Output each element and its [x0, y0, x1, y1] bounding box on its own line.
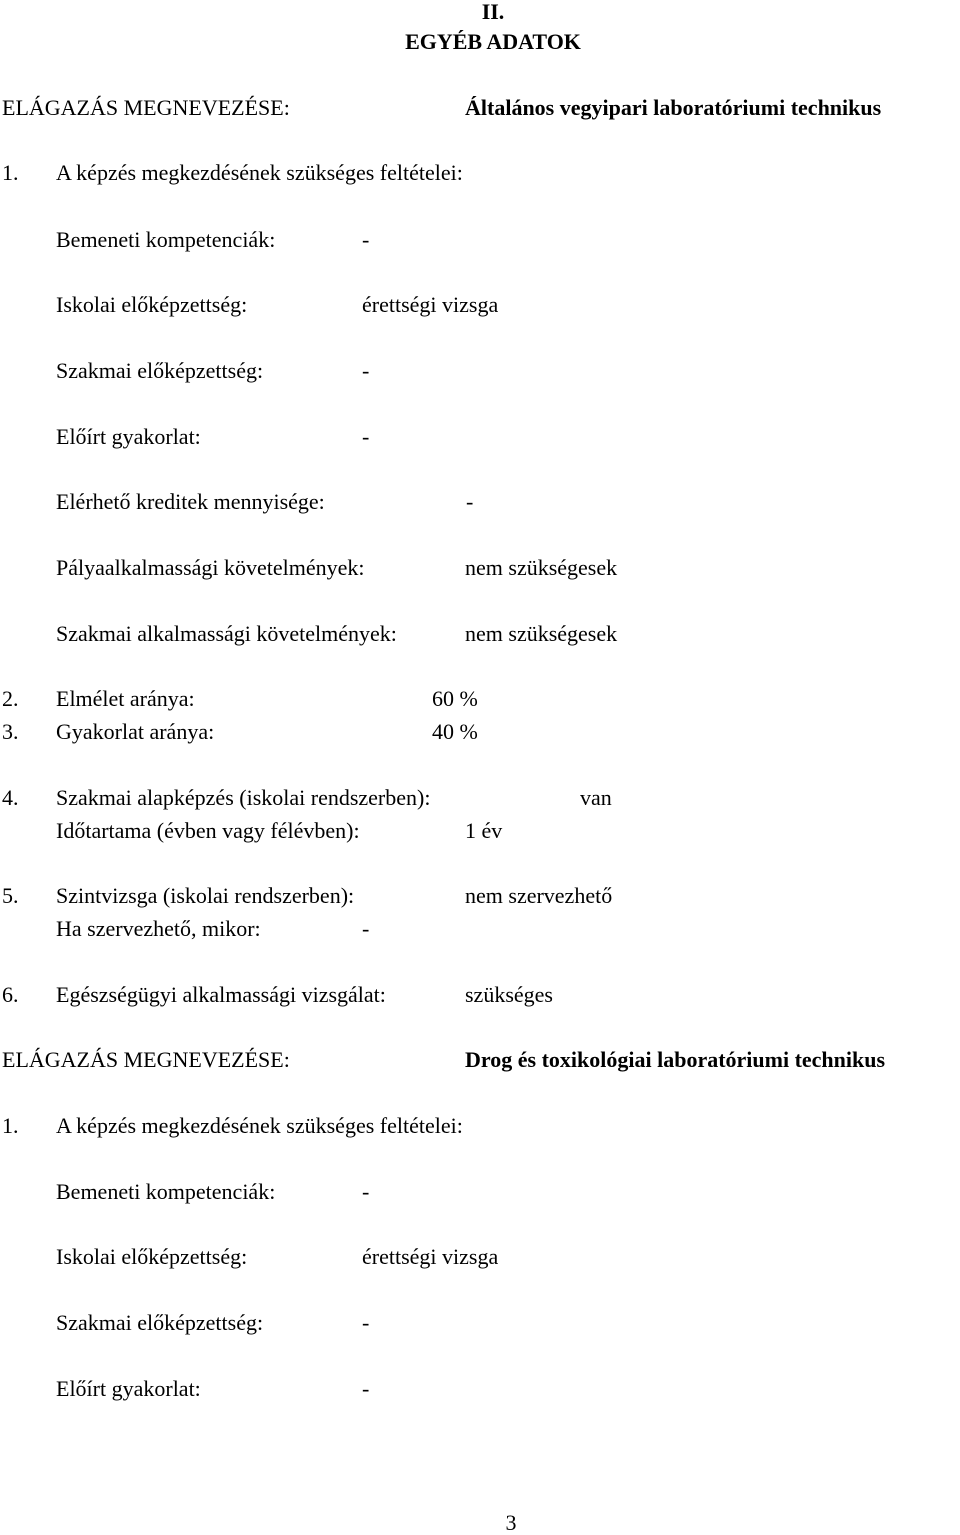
school-prereq-label: Iskolai előképzettség: — [56, 292, 248, 317]
section-title: EGYÉB ADATOK — [405, 29, 581, 54]
level-exam-value: nem szervezhető — [465, 883, 613, 908]
school-prereq-value: érettségi vizsga — [362, 292, 499, 317]
duration-value: 1 év — [465, 818, 503, 843]
required-practice-label: Előírt gyakorlat: — [56, 1376, 201, 1401]
vocational-prereq-label: Szakmai előképzettség: — [56, 1310, 264, 1335]
practice-label: Gyakorlat aránya: — [56, 719, 215, 744]
level-exam-label: Szintvizsga (iskolai rendszerben): — [56, 883, 355, 908]
credits-label: Elérhető kreditek mennyisége: — [56, 489, 325, 514]
page-number: 3 — [505, 1510, 517, 1535]
practice-value: 40 % — [432, 719, 478, 744]
entry-competencies-value: - — [362, 227, 370, 252]
required-practice-value: - — [362, 1376, 370, 1401]
vocational-aptitude-label: Szakmai alkalmassági követelmények: — [56, 621, 397, 646]
entry-competencies-label: Bemeneti kompetenciák: — [56, 1179, 276, 1204]
item-number: 1. — [2, 160, 19, 185]
vocational-prereq-value: - — [362, 358, 370, 383]
branch-name: Általános vegyipari laboratóriumi technikus — [465, 95, 882, 120]
basic-training-label: Szakmai alapképzés (iskolai rendszerben): — [56, 785, 431, 810]
vocational-aptitude-value: nem szükségesek — [465, 621, 618, 646]
section-number: II. — [481, 0, 505, 24]
when-value: - — [362, 916, 370, 941]
branch-label: ELÁGAZÁS MEGNEVEZÉSE: — [2, 1047, 290, 1072]
health-exam-value: szükséges — [465, 982, 553, 1007]
when-label: Ha szervezhető, mikor: — [56, 916, 261, 941]
health-exam-label: Egészségügyi alkalmassági vizsgálat: — [56, 982, 386, 1007]
item-number: 1. — [2, 1113, 19, 1138]
item-number: 2. — [2, 686, 19, 711]
required-practice-value: - — [362, 424, 370, 449]
item-number: 4. — [2, 785, 19, 810]
career-aptitude-value: nem szükségesek — [465, 555, 618, 580]
credits-value: - — [466, 489, 474, 514]
theory-value: 60 % — [432, 686, 478, 711]
branch-name: Drog és toxikológiai laboratóriumi technikus — [465, 1047, 886, 1072]
item-text: A képzés megkezdésének szükséges feltételei: — [56, 160, 463, 185]
item-number: 3. — [2, 719, 19, 744]
vocational-prereq-label: Szakmai előképzettség: — [56, 358, 264, 383]
entry-competencies-label: Bemeneti kompetenciák: — [56, 227, 276, 252]
basic-training-value: van — [580, 785, 612, 810]
item-number: 6. — [2, 982, 19, 1007]
vocational-prereq-value: - — [362, 1310, 370, 1335]
branch-label: ELÁGAZÁS MEGNEVEZÉSE: — [2, 95, 290, 120]
duration-label: Időtartama (évben vagy félévben): — [56, 818, 360, 843]
career-aptitude-label: Pályaalkalmassági követelmények: — [56, 555, 365, 580]
item-number: 5. — [2, 883, 19, 908]
required-practice-label: Előírt gyakorlat: — [56, 424, 201, 449]
theory-label: Elmélet aránya: — [56, 686, 195, 711]
school-prereq-label: Iskolai előképzettség: — [56, 1244, 248, 1269]
school-prereq-value: érettségi vizsga — [362, 1244, 499, 1269]
entry-competencies-value: - — [362, 1179, 370, 1204]
item-text: A képzés megkezdésének szükséges feltételei: — [56, 1113, 463, 1138]
